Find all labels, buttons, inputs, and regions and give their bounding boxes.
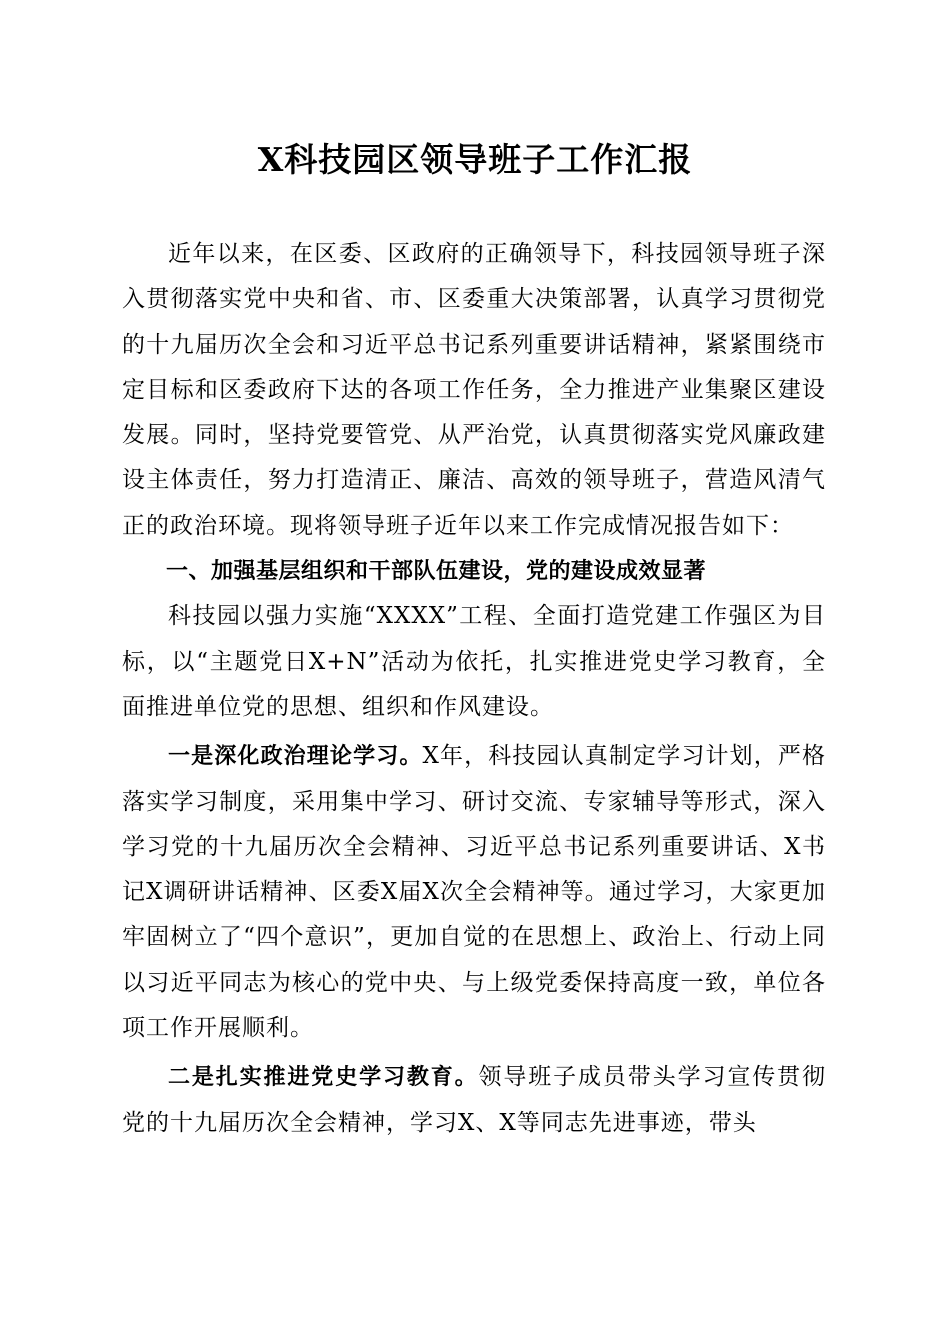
section-1-text: 科技园以强力实施“XXXX”工程、全面打造党建工作强区为目标，以“主题党日X+N”活动为依托，扎实推进党史学习教育，全面推进单位党的思想、组织和作风建设。 <box>122 603 826 720</box>
document-body <box>122 232 826 1146</box>
document-title: X科技园区领导班子工作汇报 <box>257 140 693 179</box>
intro-paragraph <box>122 232 826 549</box>
point-2-lead: 二是扎实推进党史学习教育。 <box>168 1065 479 1091</box>
point-1-text: X年，科技园认真制定学习计划，严格落实学习制度，采用集中学习、研讨交流、专家辅导等形式，深入学习党的十九届历次全会精神、习近平总书记系列重要讲话、X书记X调研讲话精神、区委X届X次全会精神等。通过学习，大家更加牢固树立了“四个意识”，更加自觉的在思想上、政治上、行动上同以习近平同志为核心的党中央、与上级党委保持高度一致，单位各项工作开展顺利。 <box>122 743 826 1042</box>
point-1-paragraph <box>122 734 826 1051</box>
point-2-paragraph <box>122 1055 826 1146</box>
point-2-text: 领导班子成员带头学习宣传贯彻党的十九届历次全会精神，学习X、X等同志先进事迹，带头 <box>122 1064 826 1136</box>
section-1-paragraph <box>122 594 826 730</box>
section-heading-1: 一、加强基层组织和干部队伍建设，党的建设成效显著 <box>166 559 707 585</box>
point-1-lead: 一是深化政治理论学习。 <box>168 744 423 770</box>
intro-text: 近年以来，在区委、区政府的正确领导下，科技园领导班子深入贯彻落实党中央和省、市、区委重大决策部署，认真学习贯彻党的十九届历次全会和习近平总书记系列重要讲话精神，紧紧围绕市定目标和区委政府下达的各项工作任务，全力推进产业集聚区建设发展。同时，坚持党要管党、从严治党，认真贯彻落实党风廉政建设主体责任，努力打造清正、廉洁、高效的领导班子，营造风清气正的政治环境。现将领导班子近年以来工作完成情况报告如下： <box>122 241 826 539</box>
